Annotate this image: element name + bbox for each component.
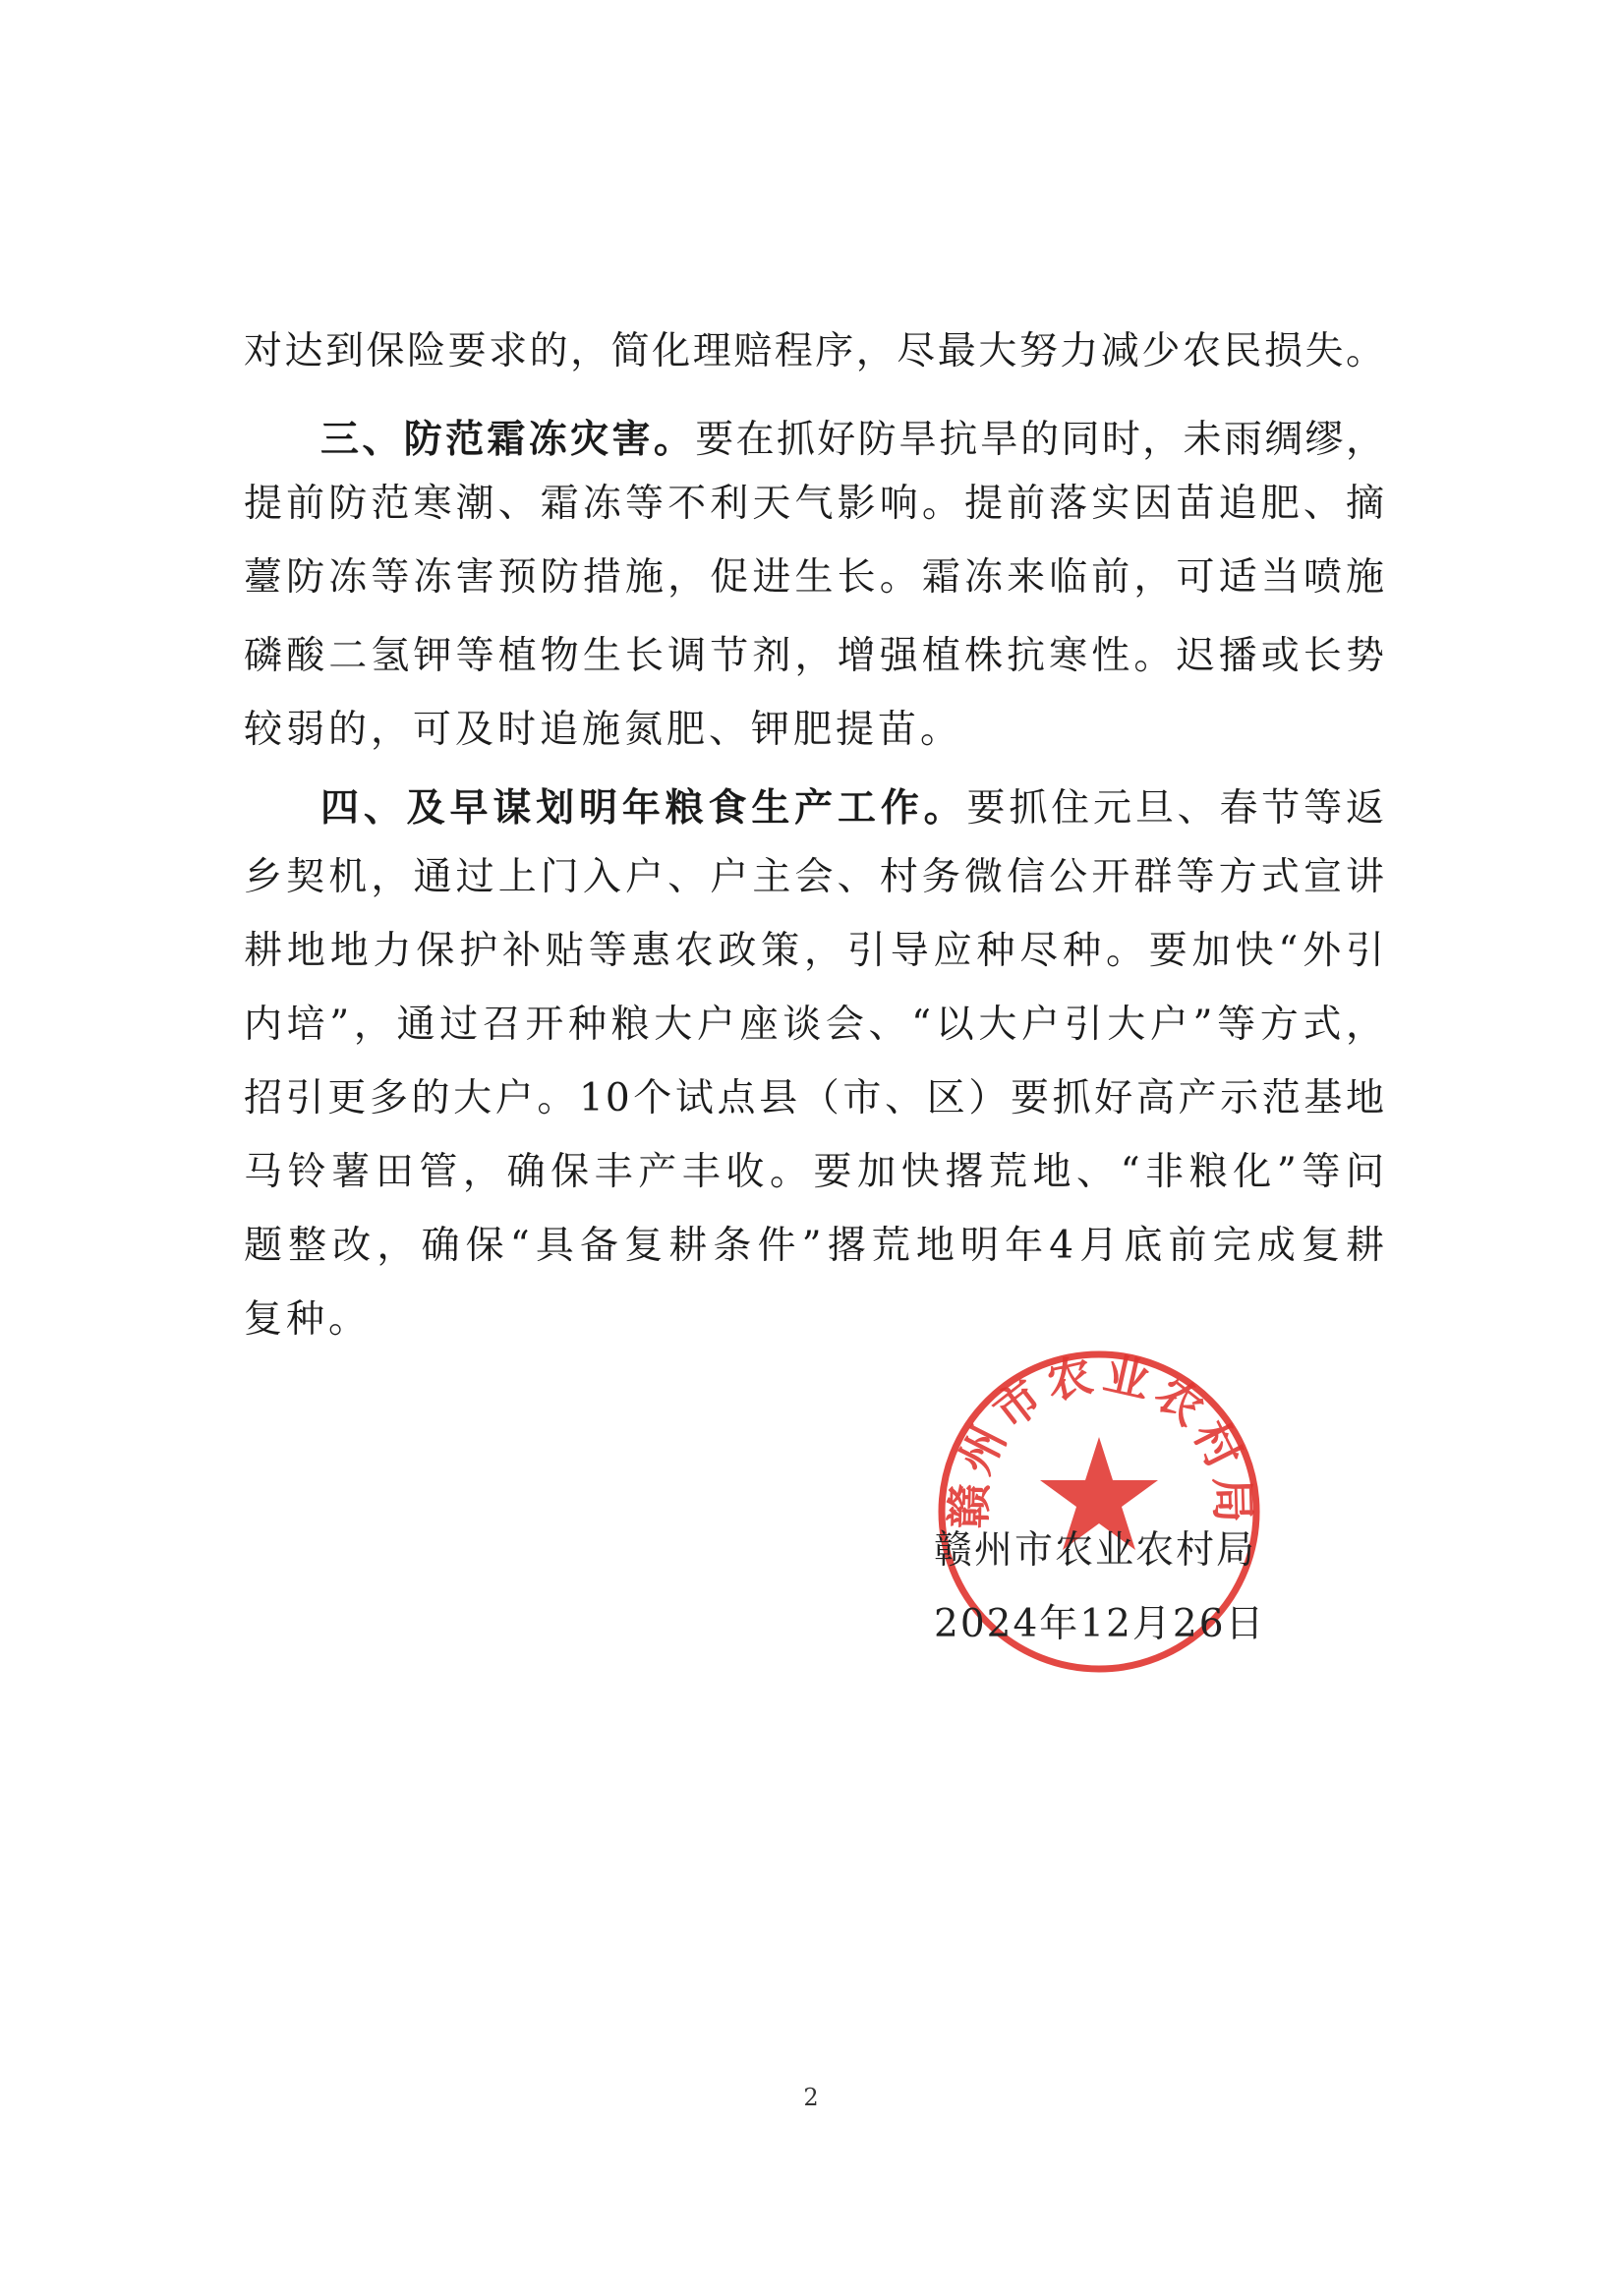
signature-organization: 赣州市农业农村局	[934, 1528, 1257, 1573]
section-3-line-5: 较弱的，可及时追施氮肥、钾肥提苗。	[244, 708, 963, 752]
section-4-line-7: 题整改，确保“具备复耕条件”撂荒地明年4月底前完成复耕	[244, 1224, 1386, 1268]
section-4-text: 要抓住元旦、春节等返	[966, 786, 1386, 831]
section-4-first-line	[320, 781, 1386, 836]
section-4-line-5: 招引更多的大户。10个试点县（市、区）要抓好高产示范基地	[244, 1076, 1386, 1120]
page-number: 2	[803, 2084, 819, 2111]
section-3-text: 要在抓好防旱抗旱的同时，未雨绸缪，	[695, 418, 1386, 462]
section-4-line-8: 复种。	[244, 1297, 372, 1342]
paragraph-tail-line	[244, 324, 1386, 379]
section-3-line-2: 提前防范寒潮、霜冻等不利天气影响。提前落实因苗追肥、摘	[244, 482, 1386, 526]
section-3-heading: 三、防范霜冻灾害。	[320, 418, 696, 462]
section-3-line-4: 磷酸二氢钾等植物生长调节剂，增强植株抗寒性。迟播或长势	[244, 634, 1386, 678]
section-3-line-3: 薹防冻等冻害预防措施，促进生长。霜冻来临前，可适当喷施	[244, 555, 1386, 600]
svg-text:赣州市农业农村局: 赣州市农业农村局	[942, 1347, 1260, 1529]
section-4-heading: 四、及早谋划明年粮食生产工作。	[320, 786, 967, 831]
signature-date: 2024年12月26日	[934, 1602, 1266, 1646]
section-4-line-2: 乡契机，通过上门入户、户主会、村务微信公开群等方式宣讲	[244, 855, 1386, 899]
text-line: 对达到保险要求的，简化理赔程序，尽最大努力减少农民损失。	[244, 329, 1386, 373]
section-4-line-3: 耕地地力保护补贴等惠农政策，引导应种尽种。要加快“外引	[244, 929, 1386, 973]
section-4-line-6: 马铃薯田管，确保丰产丰收。要加快撂荒地、“非粮化”等问	[244, 1150, 1386, 1194]
section-3-first-line	[320, 413, 1386, 468]
section-4-line-4: 内培”，通过召开种粮大户座谈会、“以大户引大户”等方式，	[244, 1003, 1386, 1047]
